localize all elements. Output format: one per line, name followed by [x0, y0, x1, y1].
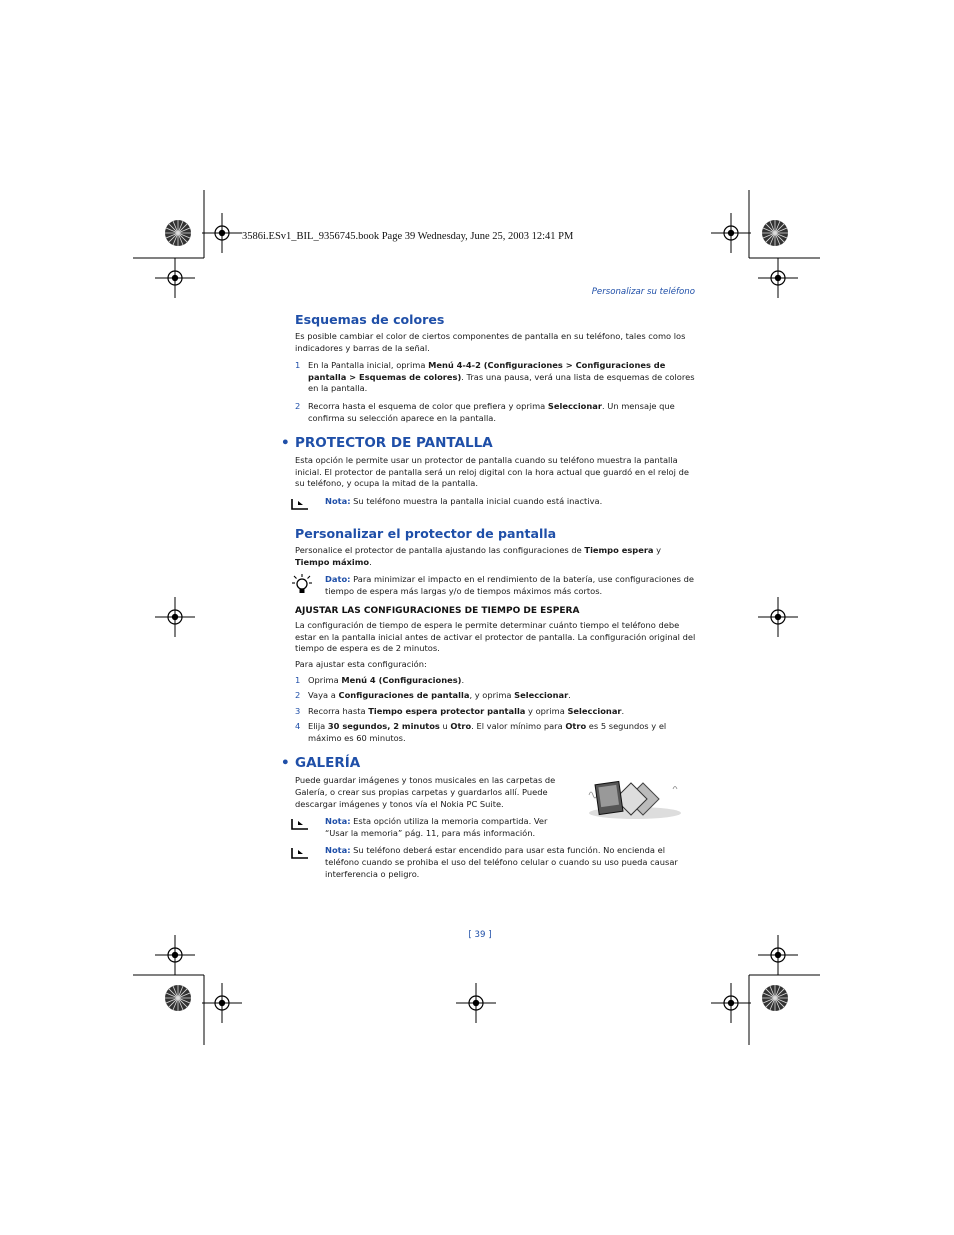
paragraph: Para ajustar esta configuración:: [295, 658, 427, 669]
tip-box: Dato: Para minimizar el impacto en el rendimiento de la batería, use configuraciones de tiempo de espera más largas y/o de tiempos máximos más cortos.: [291, 574, 697, 600]
step-number: 2: [295, 690, 301, 701]
page-number: [ 39 ]: [468, 930, 492, 940]
tip-lightbulb-icon: [291, 574, 325, 600]
section-title-esquemas: Esquemas de colores: [295, 312, 445, 327]
note-icon: [291, 496, 325, 515]
step-number: 2: [295, 400, 301, 411]
paragraph: La configuración de tiempo de espera le permite determinar cuánto tiempo el teléfono debe estar en la pantalla inicial antes de activar el protector de pantalla. La configuración original del tiempo de espera es de 2 minutos.: [295, 620, 696, 654]
list-item: 2 Recorra hasta el esquema de color que prefiera y oprima Seleccionar. Un mensaje que confirma su selección aparece en la pantalla.: [295, 400, 675, 423]
note-box: Nota: Su teléfono deberá estar encendido para usar esta función. No encienda el teléfono cuando se prohiba el uso del teléfono celular o cuando su uso pueda causar interferencia o peligro.: [291, 845, 697, 880]
step-number: 1: [295, 674, 301, 685]
paragraph: Personalice el protector de pantalla ajustando las configuraciones de Tiempo espera y Tiempo máximo.: [295, 544, 662, 567]
gallery-icon: [585, 775, 685, 839]
print-slug: 3586i.ESv1_BIL_9356745.book Page 39 Wednesday, June 25, 2003 12:41 PM: [242, 231, 574, 242]
section-title-galeria: • GALERÍA: [281, 755, 361, 772]
paragraph: Es posible cambiar el color de ciertos componentes de pantalla en su teléfono, tales como los indicadores y barras de la señal.: [295, 331, 686, 353]
section-title-personalizar: Personalizar el protector de pantalla: [295, 525, 557, 541]
subsection-title: AJUSTAR LAS CONFIGURACIONES DE TIEMPO DE ESPERA: [295, 606, 580, 617]
step-number: 3: [295, 705, 301, 716]
note-box: Nota: Su teléfono muestra la pantalla inicial cuando está inactiva.: [291, 496, 697, 515]
list-item: 1 Oprima Menú 4 (Configuraciones).: [295, 674, 465, 685]
note-icon: [291, 845, 325, 880]
paragraph: Esta opción le permite usar un protector de pantalla cuando su teléfono muestra la pantalla inicial. El protector de pantalla será un reloj digital con la hora actual que guardó en el reloj de su teléfono, y ocupa la mitad de la pantalla.: [295, 455, 689, 489]
step-number: 1: [295, 360, 301, 371]
note-icon: [291, 816, 325, 839]
section-title-protector: • PROTECTOR DE PANTALLA: [281, 435, 493, 452]
step-number: 4: [295, 721, 301, 732]
list-item: 4 Elija 30 segundos, 2 minutos u Otro. El valor mínimo para Otro es 5 segundos y el máximo es 60 minutos.: [295, 721, 667, 743]
list-item: 3 Recorra hasta Tiempo espera protector pantalla y oprima Seleccionar.: [295, 705, 625, 716]
page-content: [281, 312, 697, 880]
list-item: 1 En la Pantalla inicial, oprima Menú 4-4-2 (Configuraciones > Configuraciones de pantalla > Esquemas de colores). Tras una pausa, verá una lista de esquemas de colores en la pantalla.: [295, 360, 695, 394]
list-item: 2 Vaya a Configuraciones de pantalla, y oprima Seleccionar.: [295, 690, 571, 701]
running-header: Personalizar su teléfono: [591, 287, 695, 297]
paragraph: Puede guardar imágenes y tonos musicales en las carpetas de Galería, o crear sus propias carpetas y guardarlos allí. Puede descargar imágenes y tonos vía el Nokia PC Suite.: [295, 775, 556, 809]
note-box: Nota: Esta opción utiliza la memoria compartida. Ver “Usar la memoria” pág. 11, para más información.: [291, 816, 565, 839]
